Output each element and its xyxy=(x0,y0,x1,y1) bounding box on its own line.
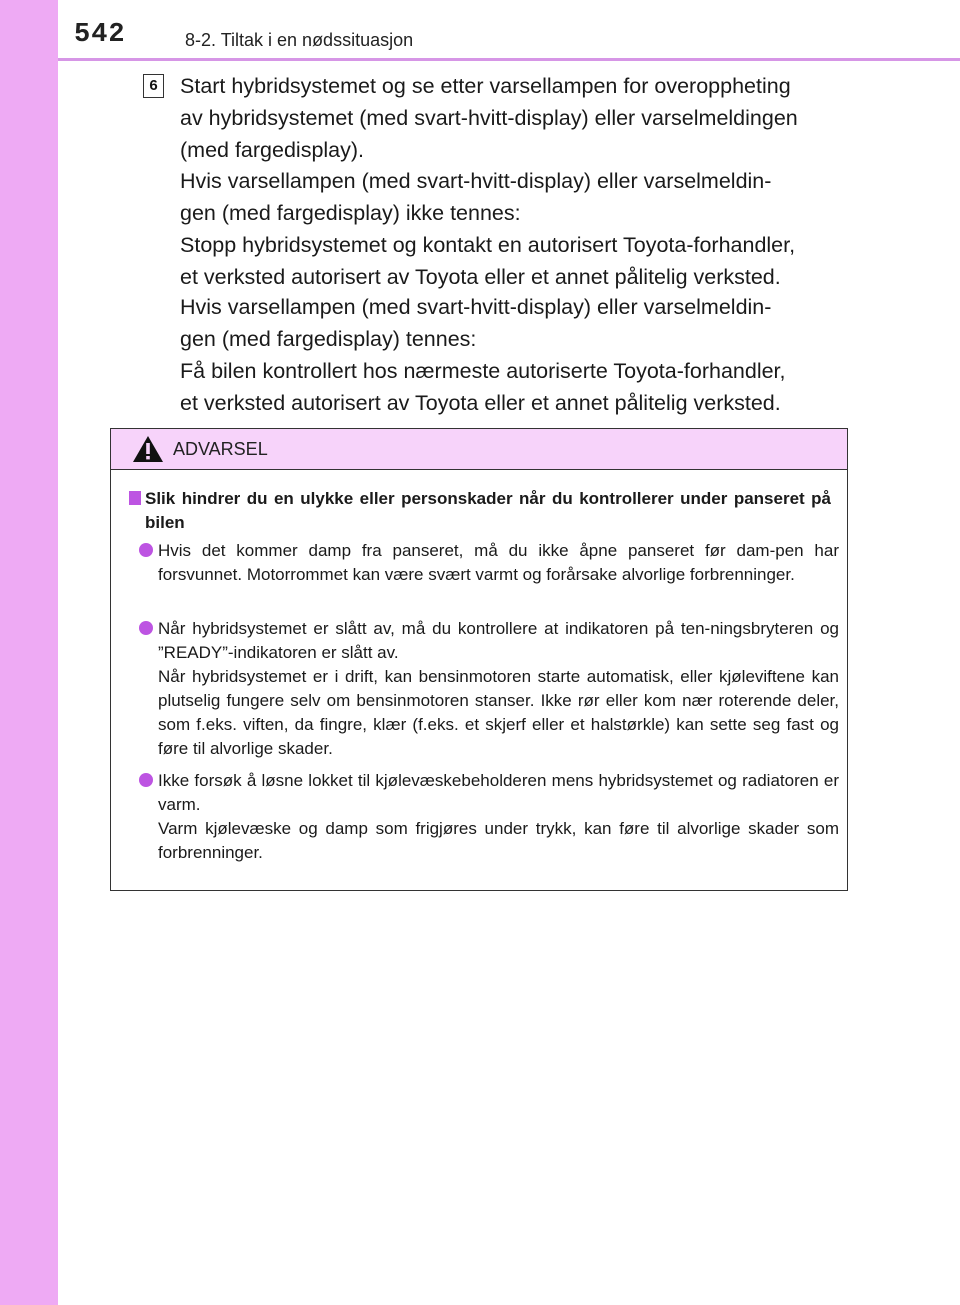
side-tab-strip xyxy=(0,0,58,1305)
text-line: Få bilen kontrollert hos nærmeste autoriserte Toyota-forhandler, xyxy=(180,359,786,383)
page-number: 542 xyxy=(74,20,126,50)
text-line: gen (med fargedisplay) tennes: xyxy=(180,327,477,351)
warning-bullet xyxy=(139,617,839,761)
step-paragraph-2 xyxy=(180,165,840,293)
text-line: Start hybridsystemet og se etter varsellampen for overoppheting xyxy=(180,74,791,98)
bullet-text: Når hybridsystemet er i drift, kan bensinmotoren starte automatisk, eller kjøleviftene kan plutselig fungere selv om bensinmotoren stanser. Ikke rør eller kom nær roterende deler, som f.eks. viften, da fingre, klær (f.eks. et skjerf eller et halstørkle) kan sette seg fast og føre til alvorlige skader. xyxy=(158,667,839,758)
bullet-text: Hvis det kommer damp fra panseret, må du ikke åpne panseret før dam-pen har forsvunnet. Motorrommet kan være svært varmt og forårsake alvorlige forbrenninger. xyxy=(158,541,839,584)
text-line: (med fargedisplay). xyxy=(180,138,365,162)
warning-subheading xyxy=(129,487,831,535)
step-paragraph-1 xyxy=(180,70,840,166)
text-line: Hvis varsellampen (med svart-hvitt-display) eller varselmeldin- xyxy=(180,295,772,319)
text-line: gen (med fargedisplay) ikke tennes: xyxy=(180,201,521,225)
text-line: Hvis varsellampen (med svart-hvitt-display) eller varselmeldin- xyxy=(180,169,772,193)
warning-box xyxy=(110,428,848,891)
text-line: av hybridsystemet (med svart-hvitt-display) eller varselmeldingen xyxy=(180,106,798,130)
bullet-text: Når hybridsystemet er slått av, må du kontrollere at indikatoren på ten-ningsbryteren og ”READY”-indikatoren er slått av. xyxy=(158,619,839,662)
section-title: 8-2. Tiltak i en nødssituasjon xyxy=(185,30,414,50)
text-line: et verksted autorisert av Toyota eller et annet pålitelig verksted. xyxy=(180,265,781,289)
header-rule xyxy=(58,58,960,61)
warning-bullet xyxy=(139,769,839,865)
warning-header xyxy=(111,429,847,470)
bullet-text: Ikke forsøk å løsne lokket til kjølevæskebeholderen mens hybridsystemet og radiatoren er varm. xyxy=(158,771,839,814)
warning-title: ADVARSEL xyxy=(173,439,268,459)
step-paragraph-3 xyxy=(180,291,840,419)
round-bullet-icon xyxy=(139,543,153,557)
bullet-text: Varm kjølevæske og damp som frigjøres under trykk, kan føre til alvorlige skader som forbrenninger. xyxy=(158,819,839,862)
warning-bullet xyxy=(139,539,839,587)
warning-triangle-icon xyxy=(131,434,165,469)
round-bullet-icon xyxy=(139,773,153,787)
subheading-text: Slik hindrer du en ulykke eller personskader når du kontrollerer under panseret på bilen xyxy=(145,489,831,532)
text-line: Stopp hybridsystemet og kontakt en autorisert Toyota-forhandler, xyxy=(180,233,796,257)
page-header xyxy=(0,0,960,62)
text-line: et verksted autorisert av Toyota eller et annet pålitelig verksted. xyxy=(180,391,781,415)
step-number-badge: 6 xyxy=(143,74,164,98)
round-bullet-icon xyxy=(139,621,153,635)
square-bullet-icon xyxy=(129,491,141,505)
